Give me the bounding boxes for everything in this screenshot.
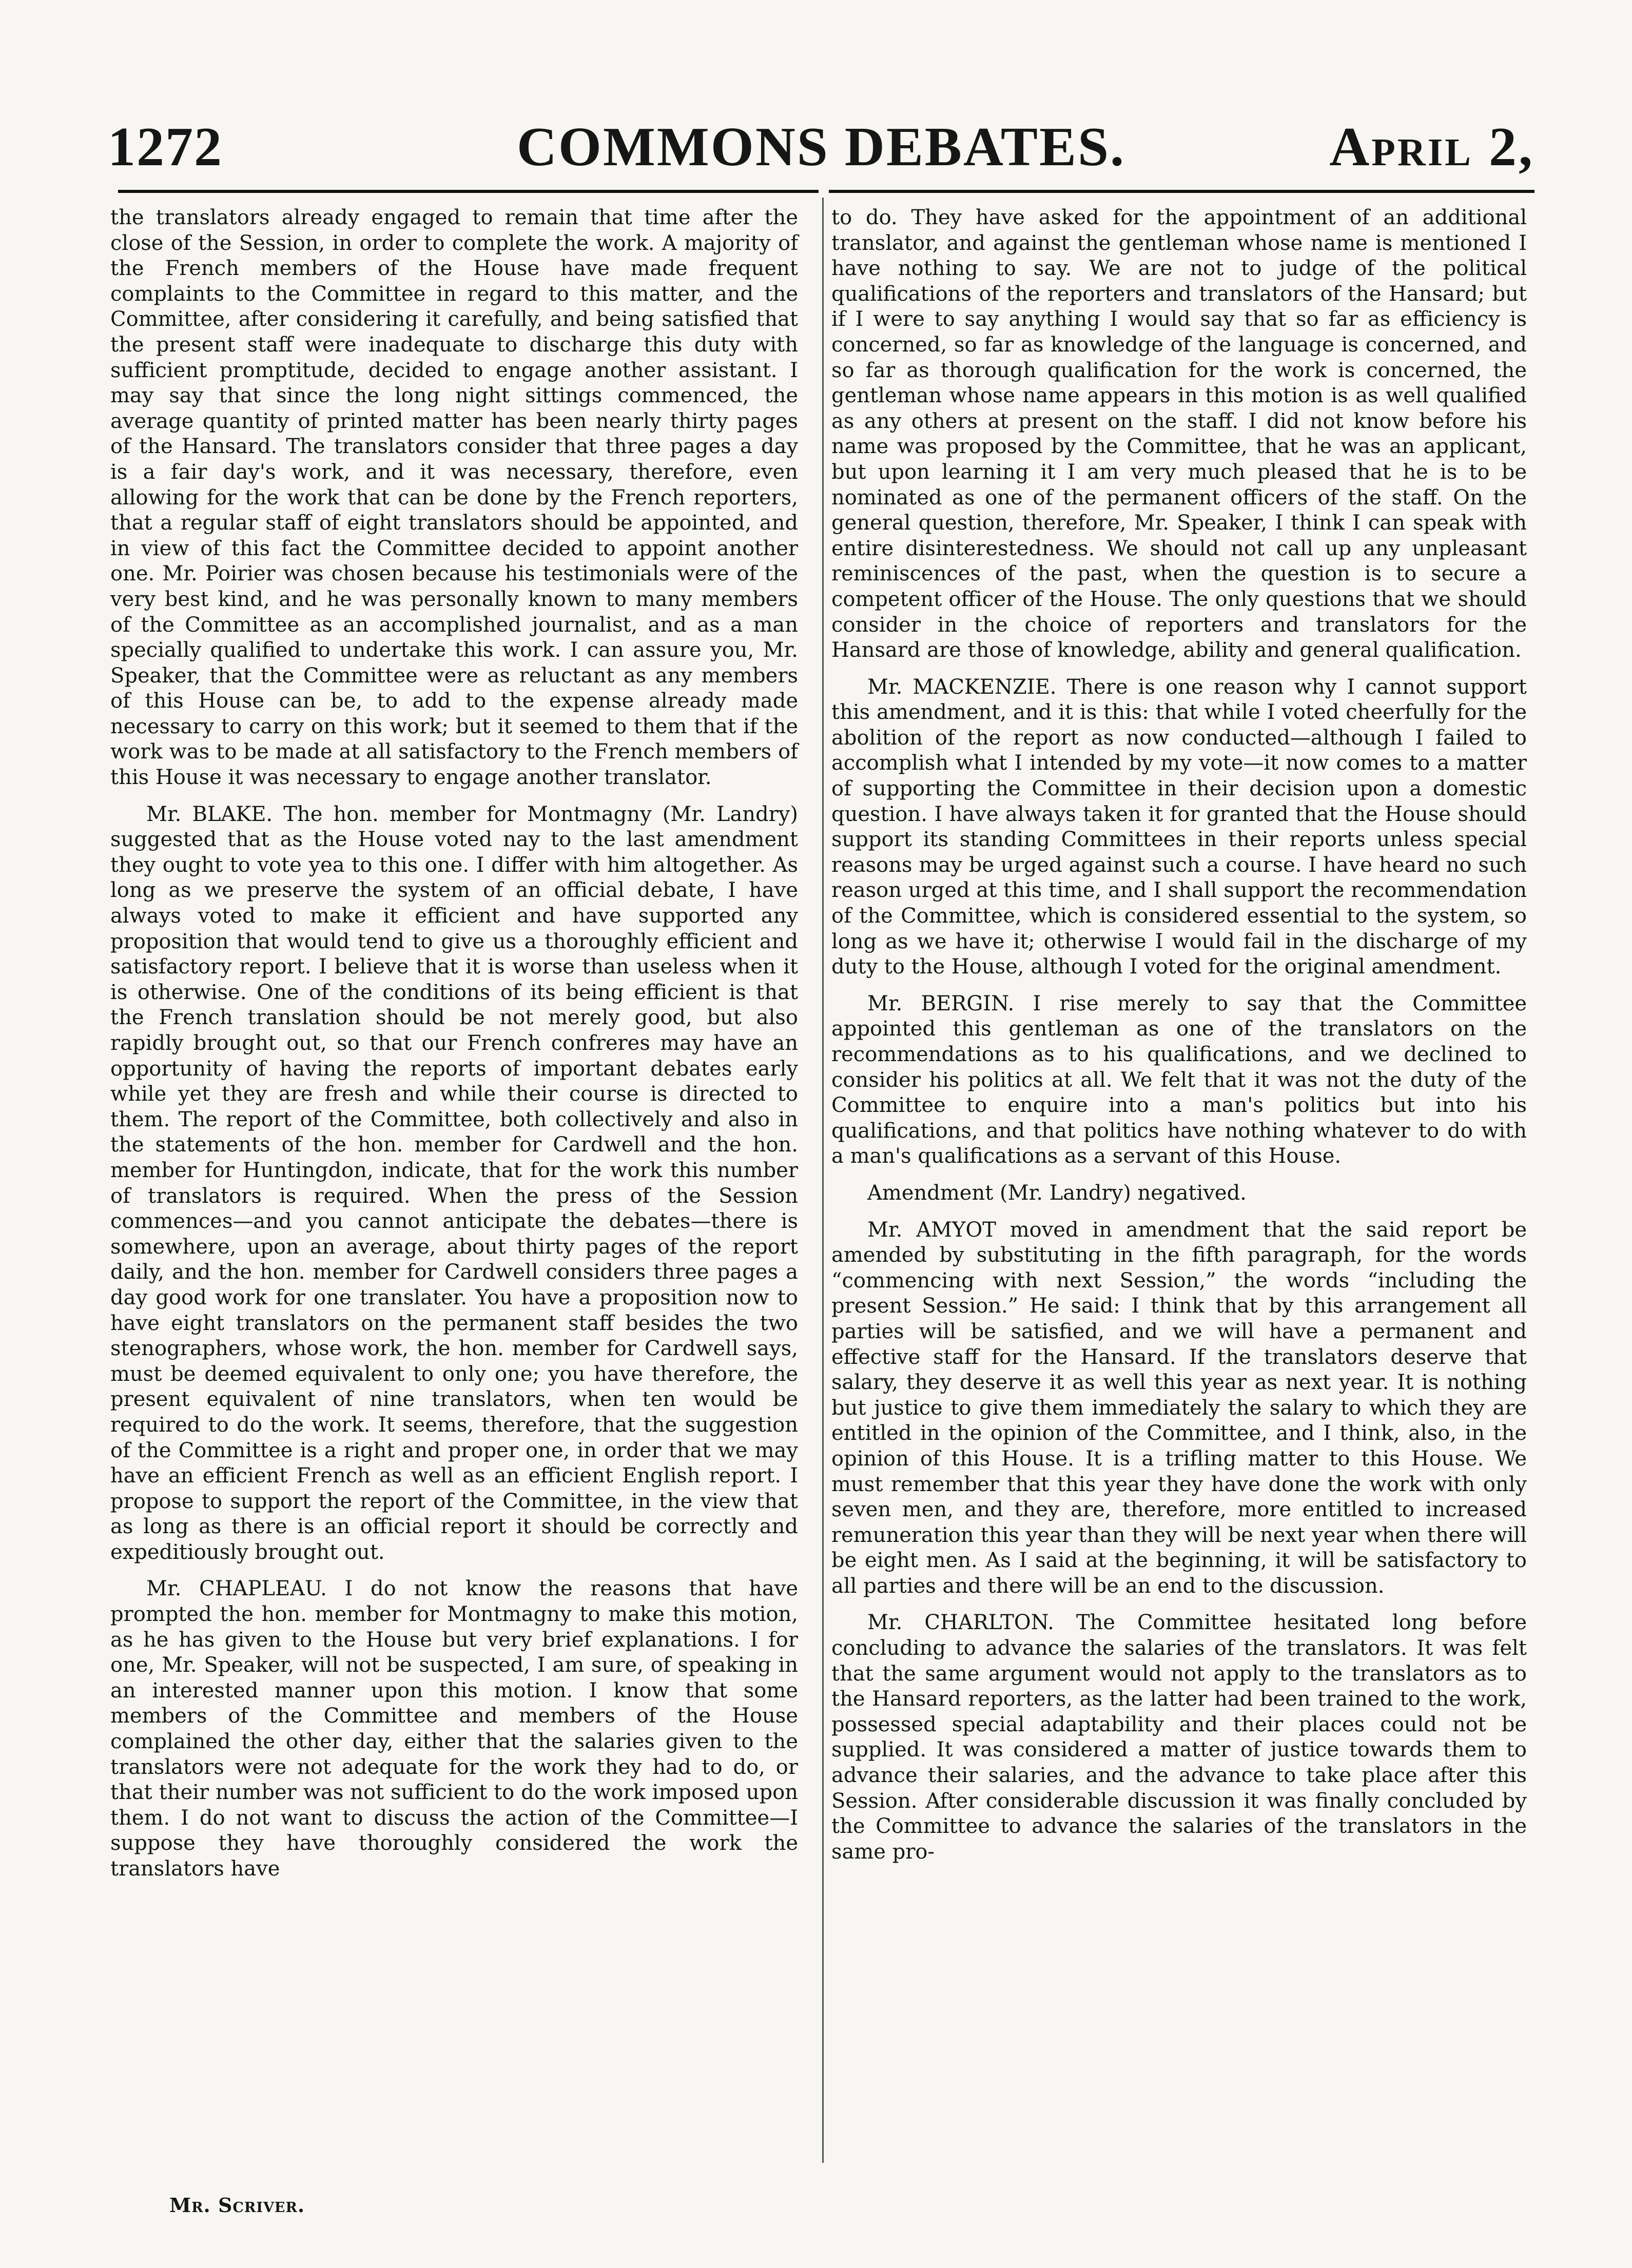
left-column bbox=[110, 205, 798, 1893]
header-rule-right bbox=[829, 190, 1534, 193]
paragraph-blake: Mr. BLAKE. The hon. member for Montmagny (Mr. Landry) suggested that as the House voted nay to the last amendment they ought to vote yea to this one. I differ with him altogether. As long as we preserve the system of an official debate, I have always voted to make it efficient and have supported any proposition that would tend to give us a thoroughly efficient and satisfactory report. I believe that it is worse than useless when it is otherwise. One of the conditions of its being efficient is that the French translation should be not merely good, but also rapidly brought out, so that our French confreres may have an opportunity of having the reports of important debates early while yet they are fresh and while their course is directed to them. The report of the Committee, both collectively and also in the statements of the hon. member for Cardwell and the hon. member for Huntingdon, indicate, that for the work this number of translators is required. When the press of the Session commences—and you cannot anticipate the debates—there is somewhere, upon an average, about thirty pages of the report daily, and the hon. member for Cardwell considers three pages a day good work for one translater. You have a proposition now to have eight translators on the permanent staff besides the two stenographers, whose work, the hon. member for Cardwell says, must be deemed equivalent to only one; you have therefore, the present equivalent of nine translators, when ten would be required to do the work. It seems, therefore, that the suggestion of the Committee is a right and proper one, in order that we may have an efficient French as well as an efficient English report. I propose to support the report of the Committee, in the view that as long as there is an official report it should be correctly and expeditiously brought out. bbox=[110, 802, 798, 1564]
page-date: April 2, bbox=[1329, 116, 1534, 178]
running-footer: Mr. Scriver. bbox=[169, 2194, 305, 2217]
paragraph-continuation: the translators already engaged to remain that time after the close of the Session, in order to complete the work. A majority of the French members of the House have made frequent complaints to the Committee in regard to this matter, and the Committee, after considering it carefully, and being satisfied that the present staff were inadequate to discharge this duty with sufficient promptitude, decided to engage another assistant. I may say that since the long night sittings commenced, the average quantity of printed matter has been nearly thirty pages of the Hansard. The translators consider that three pages a day is a fair day's work, and it was necessary, therefore, even allowing for the work that can be done by the French reporters, that a regular staff of eight translators should be appointed, and in view of this fact the Committee decided to appoint another one. Mr. Poirier was chosen because his testimonials were of the very best kind, and he was personally known to many members of the Committee as an accomplished journalist, and as a man specially qualified to undertake this work. I can assure you, Mr. Speaker, that the Committee were as reluctant as any members of this House can be, to add to the expense already made necessary to carry on this work; but it seemed to them that if the work was to be made at all satisfactory to the French members of this House it was necessary to engage another translator. bbox=[110, 206, 798, 790]
paragraph-amendment-negatived: Amendment (Mr. Landry) negatived. bbox=[867, 1181, 1247, 1205]
paragraph-chapleau-continued: to do. They have asked for the appointment of an additional translator, and against the gentleman whose name is mentioned I have nothing to say. We are not to judge of the political qualifications of the reporters and translators of the Hansard; but if I were to say anything I would say that so far as efficiency is concerned, so far as knowledge of the language is concerned, and so far as thorough qualification for the work is concerned, the gentleman whose name appears in this motion is as well qualified as any others at present on the staff. I did not know before his name was proposed by the Committee, that he was an applicant, but upon learning it I am very much pleased that he is to be nominated as one of the permanent officers of the staff. On the general question, therefore, Mr. Speaker, I think I can speak with entire disinterestedness. We should not call up any unpleasant reminiscences of the past, when the question is to secure a competent officer of the House. The only questions that we should consider in the choice of reporters and translators for the Hansard are those of knowledge, ability and general qualification. bbox=[831, 206, 1527, 662]
page-header bbox=[108, 115, 1534, 187]
paragraph-amyot: Mr. AMYOT moved in amendment that the said report be amended by substituting in the fifth paragraph, for the words “commencing with next Session,” the words “including the present Session.” He said: I think that by this arrangement all parties will be satisfied, and we will have a permanent and effective staff for the Hansard. If the translators deserve that salary, they deserve it as well this year as next year. It is nothing but justice to give them immediately the salary to which they are entitled in the opinion of the Committee, and I think, also, in the opinion of this House. It is a trifling matter to this House. We must remember that this year they have done the work with only seven men, and they are, therefore, more entitled to increased remuneration this year than they will be next year when there will be eight men. As I said at the beginning, it will be satisfactory to all parties and there will be an end to the discussion. bbox=[831, 1218, 1527, 1598]
column-divider bbox=[822, 198, 824, 2163]
paragraph-bergin: Mr. BERGIN. I rise merely to say that the Committee appointed this gentleman as one of the translators on the recommendations as to his qualifications, and we declined to consider his politics at all. We felt that it was not the duty of the Committee to enquire into a man's politics but into his qualifications, and that politics have nothing whatever to do with a man's qualifications as a servant of this House. bbox=[831, 991, 1527, 1168]
page-number: 1272 bbox=[108, 116, 223, 178]
page-title: COMMONS DEBATES. bbox=[516, 116, 1126, 178]
right-column bbox=[831, 205, 1527, 1876]
paragraph-charlton: Mr. CHARLTON. The Committee hesitated long before concluding to advance the salaries of the translators. It was felt that the same argument would not apply to the translators as to the Hansard reporters, as the latter had been trained to the work, possessed special adaptability and their places could not be supplied. It was considered a matter of justice towards them to advance their salaries, and the advance to take place after this Session. After considerable discussion it was finally concluded by the Committee to advance the salaries of the translators in the same pro- bbox=[831, 1611, 1527, 1864]
header-rule-left bbox=[118, 190, 819, 193]
paragraph-mackenzie: Mr. MACKENZIE. There is one reason why I cannot support this amendment, and it is this: that while I voted cheerfully for the abolition of the report as now conducted—although I failed to accomplish what I intended by my vote—it now comes to a matter of supporting the Committee in their decision upon a domestic question. I have always taken it for granted that the House should support its standing Committees in their reports unless special reasons may be urged against such a course. I have heard no such reason urged at this time, and I shall support the recommendation of the Committee, which is considered essential to the system, so long as we have it; otherwise I would fail in the discharge of my duty to the House, although I voted for the original amendment. bbox=[831, 675, 1527, 979]
paragraph-chapleau: Mr. CHAPLEAU. I do not know the reasons that have prompted the hon. member for Montmagny to make this motion, as he has given to the House but very brief explanations. I for one, Mr. Speaker, will not be suspected, I am sure, of speaking in an interested manner upon this motion. I know that some members of the Committee and members of the House complained the other day, either that the salaries given to the translators were not adequate for the work they had to do, or that their number was not sufficient to do the work imposed upon them. I do not want to discuss the action of the Committee—I suppose they have thoroughly considered the work the translators have bbox=[110, 1577, 798, 1881]
